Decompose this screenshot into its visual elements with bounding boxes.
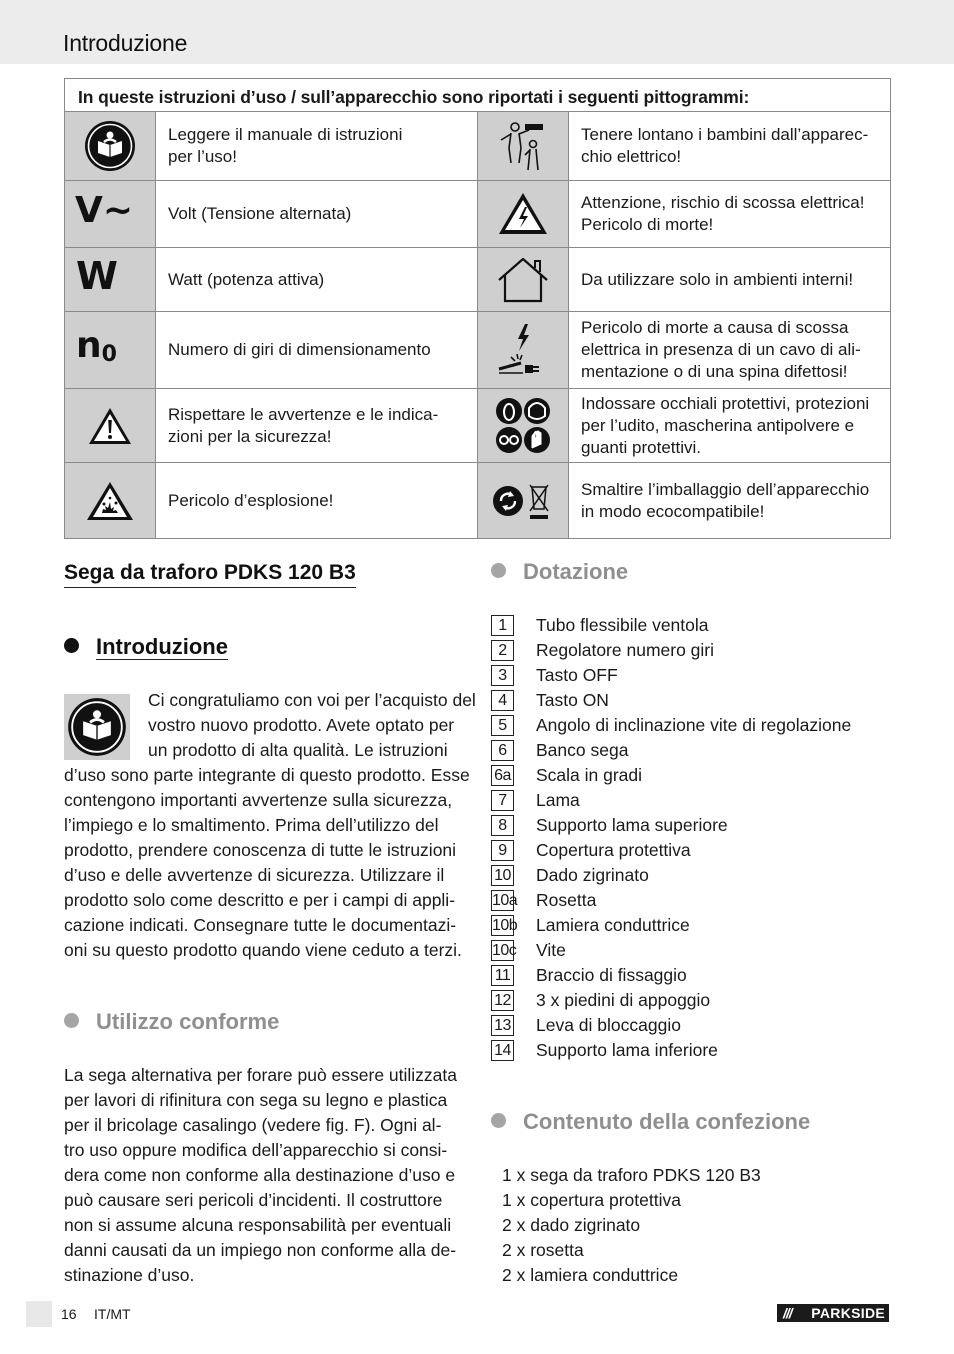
part-number: 2	[491, 640, 514, 661]
part-label: Rosetta	[536, 890, 597, 910]
part-label: Lama	[536, 790, 580, 810]
part-label: Copertura protettiva	[536, 840, 691, 860]
part-number: 9	[491, 840, 514, 861]
pictogram-desc: chio elettrico!	[581, 147, 682, 166]
part-number: 6	[491, 740, 514, 761]
list-item	[491, 738, 851, 763]
pictogram-desc: Pericolo d’esplosione!	[168, 490, 334, 510]
page-number: 16	[61, 1306, 77, 1322]
part-label: Leva di bloccaggio	[536, 1015, 681, 1035]
pictogram-desc: Numero di giri di dimensionamento	[168, 340, 431, 359]
part-label: Dado zigrinato	[536, 865, 649, 885]
list-item	[491, 863, 851, 888]
text-line: stinazione d’uso.	[64, 1265, 195, 1285]
list-item	[491, 1038, 851, 1063]
language-code: IT/MT	[94, 1306, 131, 1322]
list-item: 2 x dado zigrinato	[502, 1215, 641, 1235]
text-line: La sega alternativa per forare può essere utilizzata	[64, 1065, 458, 1085]
list-item	[491, 763, 851, 788]
intro-manual-icon-box	[64, 694, 130, 760]
list-item	[491, 788, 851, 813]
part-label: Supporto lama inferiore	[536, 1040, 718, 1060]
bullet-dot	[491, 1113, 506, 1128]
part-number: 6a	[491, 765, 514, 786]
pictogram-desc: Pericolo di morte!	[581, 215, 714, 234]
part-number: 13	[491, 1015, 514, 1036]
text-line: dera come non conforme alla destinazione d’uso e	[64, 1165, 456, 1185]
pictogram-desc: Indossare occhiali protettivi, protezioni	[581, 393, 870, 413]
bullet-dot	[491, 563, 506, 578]
parts-list	[491, 613, 851, 1063]
package-contents-heading-label: Contenuto della confezione	[523, 1109, 811, 1134]
part-number: 14	[491, 1040, 514, 1061]
read-manual-icon	[84, 120, 136, 172]
damaged-cable-danger-icon	[495, 321, 551, 379]
pictogram-desc: Leggere il manuale di istruzioni	[168, 125, 403, 144]
pictogram-desc: mentazione o di una spina difettosi!	[581, 362, 848, 381]
part-number: 10	[491, 865, 514, 886]
list-item	[491, 713, 851, 738]
list-item: 1 x copertura protettiva	[502, 1190, 681, 1210]
package-contents-list	[502, 1163, 761, 1288]
explosion-danger-icon	[85, 480, 135, 522]
intended-use-paragraph	[64, 1063, 457, 1288]
list-item	[491, 963, 851, 988]
pictogram-desc: Pericolo di morte a causa di scossa	[581, 318, 849, 337]
text-line: non si assume alcuna responsabilità per eventuali	[64, 1215, 452, 1235]
text-line: un prodotto di alta qualità. Le istruzioni	[148, 740, 448, 760]
part-number: 10a	[492, 892, 518, 909]
part-number: 8	[491, 815, 514, 836]
no-load-speed-icon	[76, 325, 117, 366]
list-item: 2 x rosetta	[502, 1240, 584, 1260]
pictogram-desc: Watt (potenza attiva)	[168, 269, 325, 289]
list-item	[491, 913, 851, 938]
text-line: vostro nuovo prodotto. Avete optato per	[148, 715, 455, 735]
indoor-use-house-icon	[495, 256, 551, 304]
bullet-dot	[64, 1013, 79, 1028]
part-label: Regolatore numero giri	[536, 640, 715, 660]
text-line: prodotto, prendere conoscenza di tutte le istruzioni	[64, 840, 457, 860]
pictogram-desc: Volt (Tensione alternata)	[168, 204, 352, 223]
list-item	[491, 638, 851, 663]
pictogram-desc: Tenere lontano i bambini dall’apparec-	[581, 125, 869, 144]
electric-shock-warning-icon	[497, 191, 549, 237]
part-label: Braccio di fissaggio	[536, 965, 687, 985]
text-line: Ci congratuliamo con voi per l’acquisto del	[148, 690, 476, 710]
text-line: l’impiego e lo smaltimento. Prima dell’utilizzo del	[64, 815, 439, 835]
intended-use-heading-label: Utilizzo conforme	[96, 1009, 280, 1034]
pictogram-desc: Da utilizzare solo in ambienti interni!	[581, 269, 854, 289]
part-number: 4	[491, 690, 514, 711]
part-label: Tasto OFF	[536, 665, 618, 685]
brand-name: PARKSIDE	[811, 1305, 885, 1321]
brand-slashes: ///	[783, 1305, 792, 1321]
part-label: Tasto ON	[536, 690, 609, 710]
text-line: tro uso oppure modifica dell’apparecchio si consi-	[64, 1140, 448, 1160]
list-item	[491, 663, 851, 688]
pictogram-desc: Smaltire l’imballaggio dell’apparecchio	[581, 479, 870, 499]
part-label: Lamiera conduttrice	[536, 915, 690, 935]
brand-logo	[777, 1304, 889, 1322]
pictogram-table-heading: In queste istruzioni d’uso / sull’apparecchio sono riportati i seguenti pittogrammi:	[65, 79, 891, 112]
text-line: può causare seri pericoli d’incidenti. Il costruttore	[64, 1190, 443, 1210]
part-label: Scala in gradi	[536, 765, 643, 785]
pictogram-desc: per l’uso!	[168, 147, 237, 166]
list-item	[491, 688, 851, 713]
volt-ac-icon: V~	[75, 190, 134, 231]
list-item	[491, 1013, 851, 1038]
pictogram-desc: per l’udito, mascherina antipolvere e	[581, 415, 855, 435]
pictogram-table	[64, 78, 891, 539]
text-line: d’uso e delle avvertenze di sicurezza. Utilizzare il	[64, 865, 445, 885]
text-line: cazione indicati. Consegnare tutte le documentazi-	[64, 915, 457, 935]
part-label: 3 x piedini di appoggio	[536, 990, 711, 1010]
text-line: d’uso sono parte integrante di questo prodotto. Esse	[64, 765, 470, 785]
list-item	[491, 938, 851, 963]
warning-triangle-icon	[87, 406, 133, 446]
pictogram-desc: Rispettare le avvertenze e le indica-	[168, 404, 439, 424]
text-line: oni su questo prodotto quando viene ceduto a terzi.	[64, 940, 462, 960]
intro-paragraph	[64, 763, 470, 963]
intro-paragraph-top	[148, 688, 476, 763]
pictogram-desc: in modo ecocompatibile!	[581, 501, 765, 521]
recycling-disposal-icon	[492, 479, 554, 523]
part-number: 7	[491, 790, 514, 811]
bullet-dot	[64, 638, 79, 653]
protective-equipment-icon	[494, 396, 552, 456]
text-line: danni causati da un impiego non conforme alla de-	[64, 1240, 457, 1260]
watt-icon: W	[76, 253, 118, 298]
package-contents-heading	[491, 1109, 810, 1135]
part-label: Angolo di inclinazione vite di regolazione	[536, 715, 852, 735]
part-label: Vite	[536, 940, 566, 960]
pictogram-desc: zioni per la sicurezza!	[168, 426, 332, 446]
part-number: 10b	[492, 917, 518, 934]
no-load-speed-symbol: n	[76, 324, 102, 366]
equipment-heading-label: Dotazione	[523, 559, 629, 584]
text-line: prodotto solo come descritto e per i campi di appli-	[64, 890, 456, 910]
read-manual-icon	[67, 697, 127, 757]
list-item	[491, 613, 851, 638]
pictogram-desc: guanti protettivi.	[581, 437, 702, 457]
text-line: per il bricolage casalingo (vedere fig. F). Ogni al-	[64, 1115, 442, 1135]
list-item: 2 x lamiera conduttrice	[502, 1265, 679, 1285]
product-title: Sega da traforo PDKS 120 B3	[64, 561, 356, 588]
part-number: 3	[491, 665, 514, 686]
no-load-speed-subscript: 0	[101, 341, 117, 367]
part-label: Tubo flessibile ventola	[536, 615, 709, 635]
intended-use-heading	[64, 1009, 279, 1035]
part-number: 12	[491, 990, 514, 1011]
list-item: 1 x sega da traforo PDKS 120 B3	[502, 1165, 761, 1185]
text-line: contengono importanti avvertenze sulla sicurezza,	[64, 790, 453, 810]
part-number: 10c	[492, 942, 517, 959]
pictogram-desc: elettrica in presenza di un cavo di ali-	[581, 340, 861, 359]
part-number: 1	[491, 615, 514, 636]
part-number: 11	[491, 965, 514, 986]
intro-heading	[64, 634, 228, 660]
list-item	[491, 888, 851, 913]
pictogram-desc: Attenzione, rischio di scossa elettrica!	[581, 193, 865, 212]
list-item	[491, 988, 851, 1013]
part-label: Supporto lama superiore	[536, 815, 728, 835]
part-label: Banco sega	[536, 740, 629, 760]
list-item	[491, 813, 851, 838]
list-item	[491, 838, 851, 863]
page-header-title: Introduzione	[63, 30, 188, 56]
equipment-heading	[491, 559, 628, 585]
footer-page-marker	[26, 1301, 52, 1327]
text-line: per lavori di rifinitura con sega su legno e plastica	[64, 1090, 448, 1110]
keep-children-away-icon	[495, 118, 551, 174]
part-number: 5	[491, 715, 514, 736]
intro-heading-label: Introduzione	[96, 634, 228, 659]
